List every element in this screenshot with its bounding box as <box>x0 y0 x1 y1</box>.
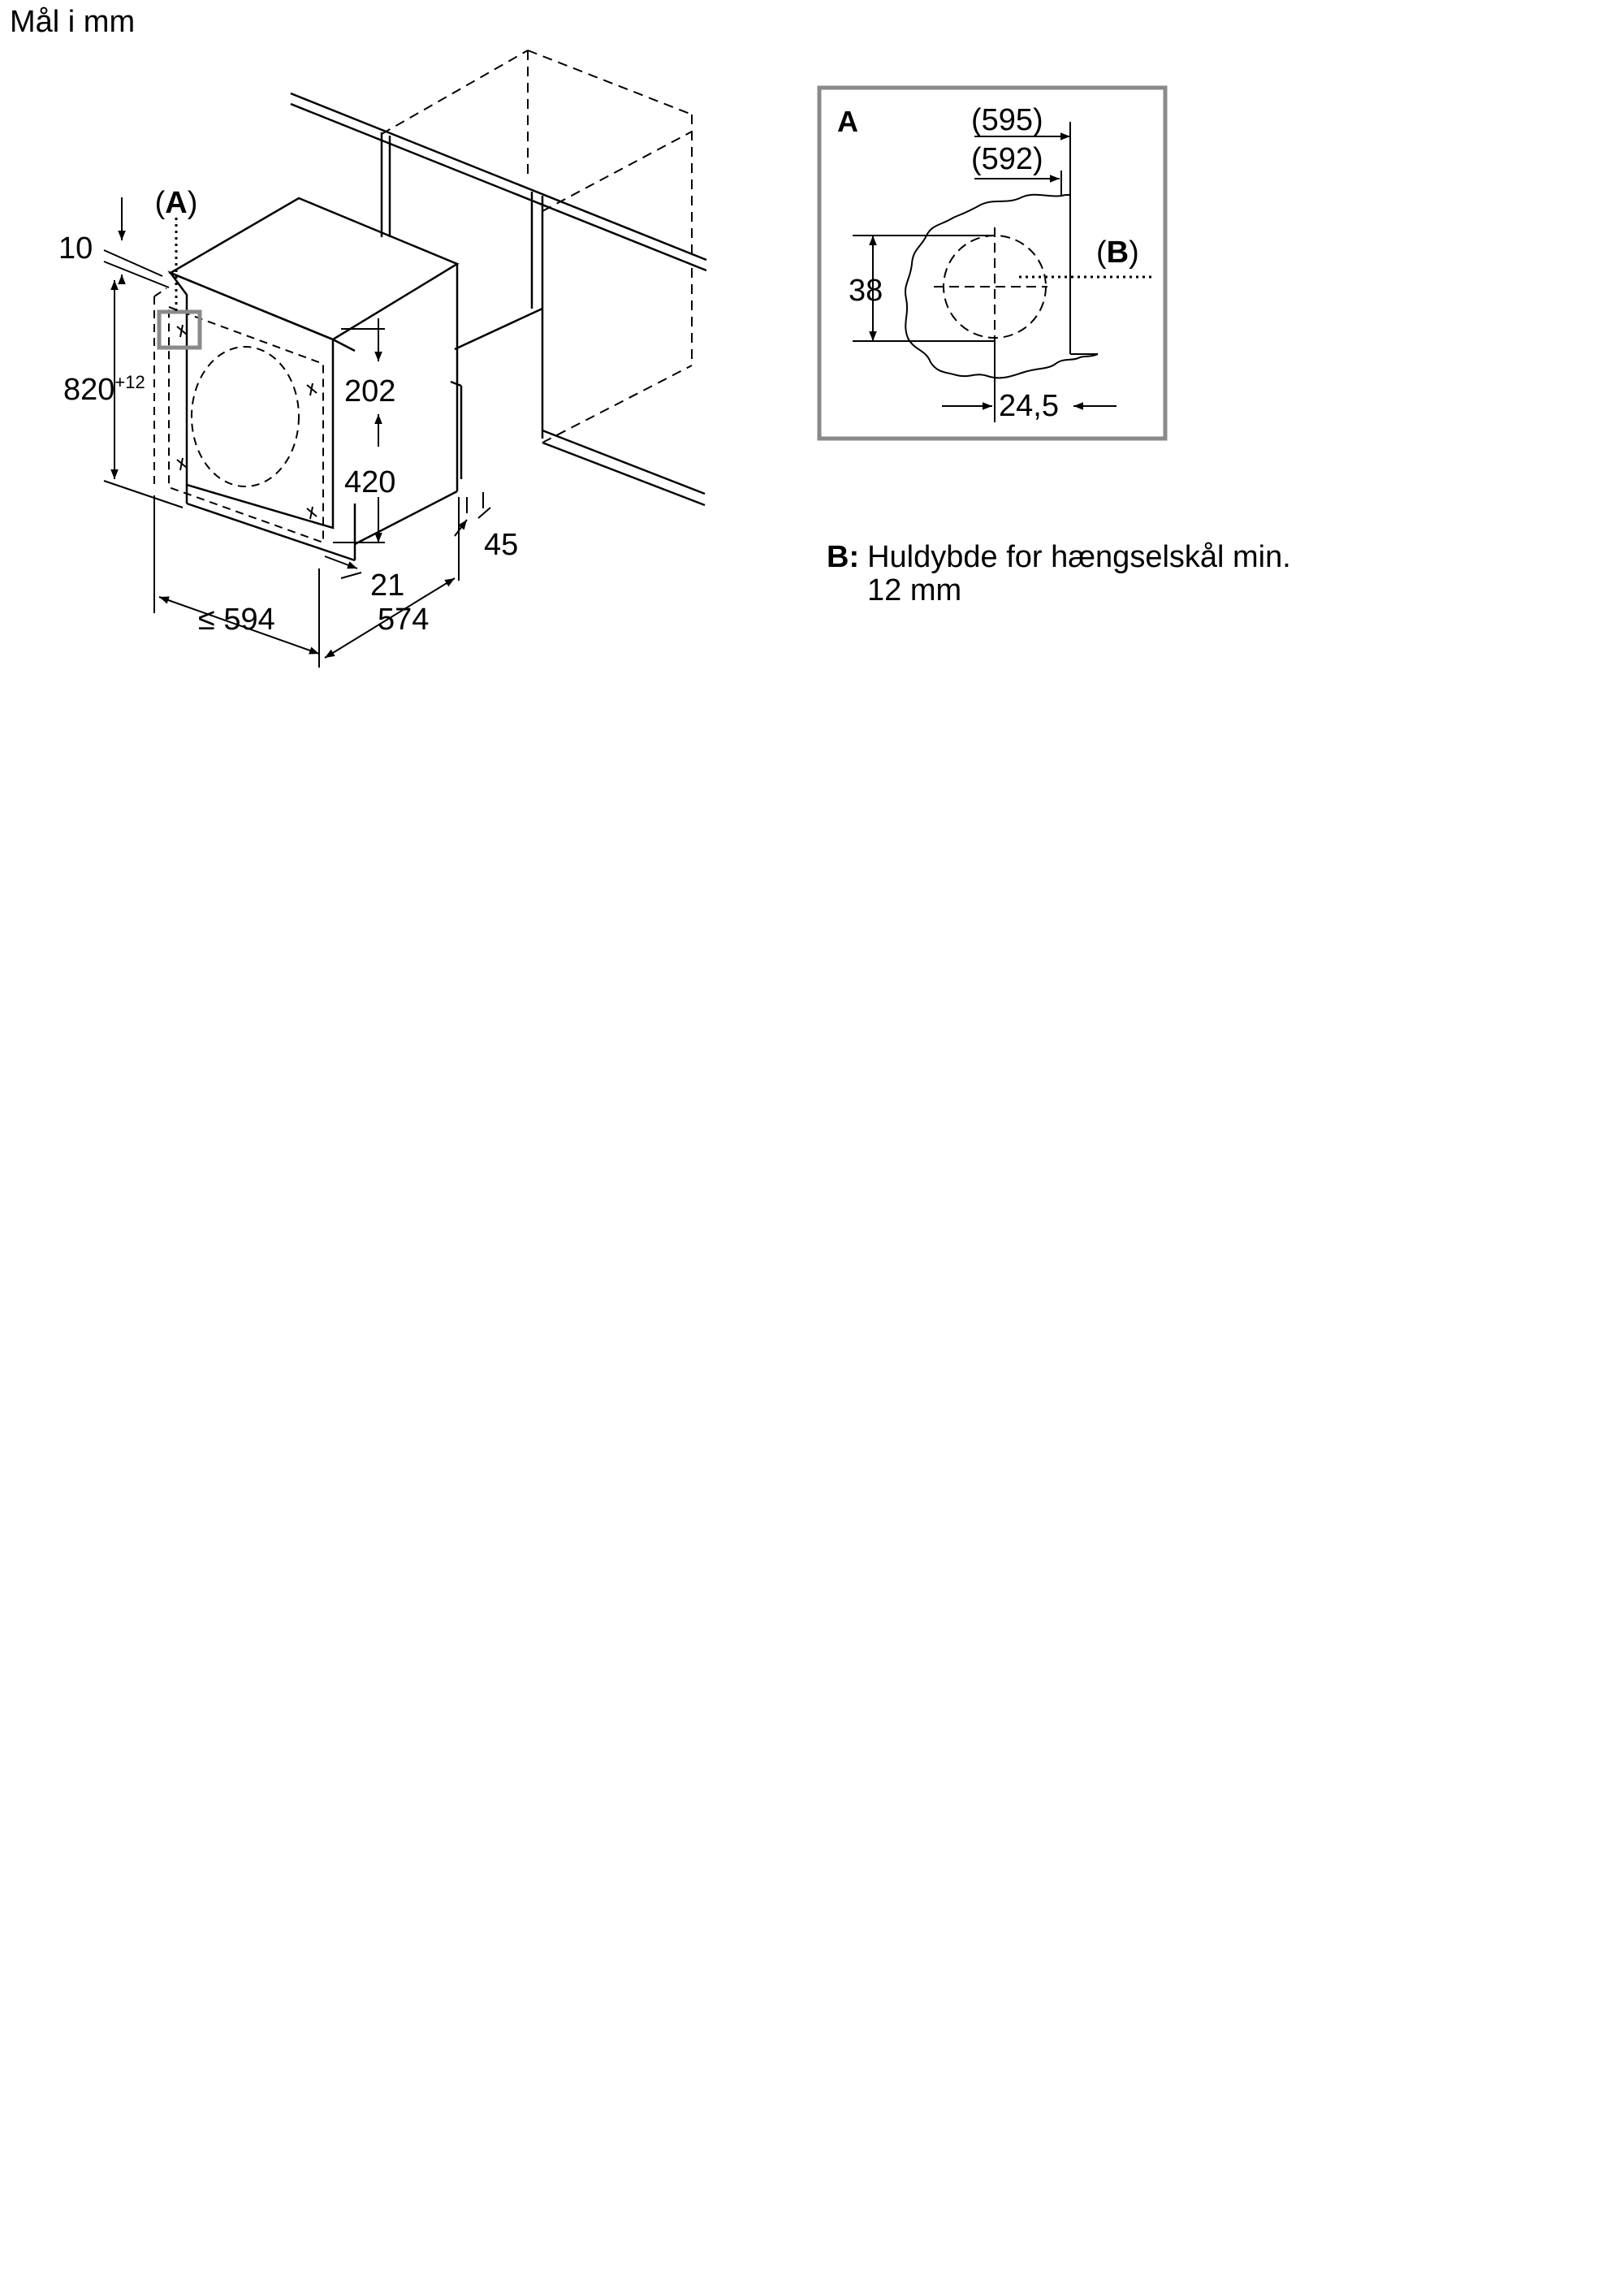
legend-text: Huldybde for hængselskål min. <box>867 540 1291 574</box>
dim-depth: 574 <box>378 603 430 637</box>
dim-cup-offset: 24,5 <box>999 389 1059 423</box>
dim-cup-diameter: 38 <box>849 274 883 308</box>
door-front-dashed <box>154 288 323 542</box>
page-title: Mål i mm <box>10 5 136 39</box>
detail-a-label: A <box>837 105 858 138</box>
dim-inner: (592) <box>971 142 1043 176</box>
dim-door-offset: 45 <box>484 528 519 562</box>
main-dimension-labels <box>58 231 518 637</box>
legend <box>827 541 1291 607</box>
dim-top-gap: 10 <box>58 231 93 266</box>
hinge-cup-circle <box>934 227 1047 349</box>
callout-a-main: (A) <box>154 186 198 220</box>
dim-upper-hinge: 202 <box>344 374 396 408</box>
dim-height: $820^{+12}$ <box>63 372 145 407</box>
cabinet-outline <box>291 93 706 505</box>
hinge-marks <box>177 325 317 519</box>
appliance-body <box>171 198 461 560</box>
legend-line-1 <box>827 541 1291 574</box>
legend-key: B: <box>827 540 860 574</box>
legend-line-2: 12 mm <box>867 573 962 607</box>
dim-plinth: 21 <box>370 568 405 603</box>
detail-a-dimension-labels <box>849 103 1139 423</box>
dim-hinge-spacing: 420 <box>344 465 396 499</box>
callout-b: (B) <box>1096 236 1139 270</box>
dim-width: ≤ 594 <box>198 603 275 637</box>
detail-a-marker <box>159 312 200 348</box>
dim-outer: (595) <box>971 103 1043 137</box>
